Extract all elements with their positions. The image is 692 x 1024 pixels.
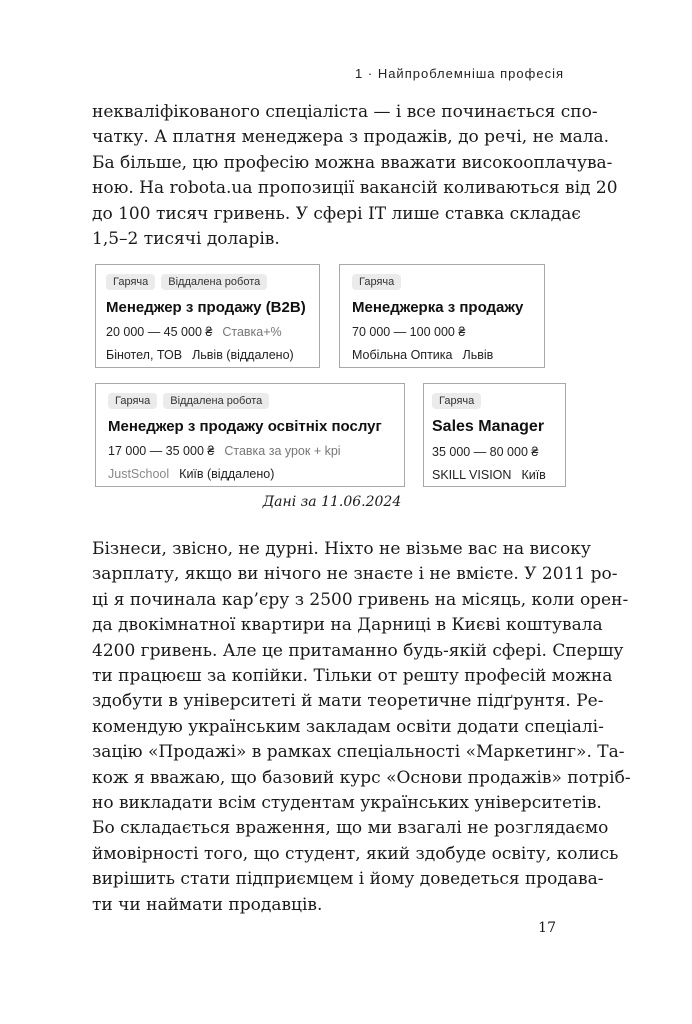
job-tags [108, 393, 392, 409]
text-line: 1,5–2 тисячі доларів. [92, 229, 280, 250]
job-title: Менеджер з продажу освітніх послуг [108, 418, 382, 435]
location: Київ [521, 468, 546, 482]
text-line: ці я починала кар’єру з 2500 гривень на місяць, коли орен- [92, 589, 629, 610]
text-line: зацію «Продажі» в рамках спеціальності «Маркетинг». Та- [92, 742, 625, 763]
location: Львів [462, 348, 494, 362]
company-row [106, 348, 309, 362]
hot-tag: Гаряча [108, 393, 157, 409]
figure-caption: Дані за 11.06.2024 [262, 494, 402, 510]
salary-row [432, 445, 557, 459]
remote-tag: Віддалена робота [163, 393, 269, 409]
company: Бінотел, ТОВ [106, 348, 183, 362]
salary: 35 000 — 80 000 ₴ [432, 445, 539, 459]
job-tags [106, 274, 309, 290]
paragraph-2 [92, 537, 631, 918]
text-line: вирішить стати підприємцем і йому доведеться продава- [92, 869, 604, 890]
text-line: зарплату, якщо ви нічого не знаєте і не вмієте. У 2011 ро- [92, 564, 618, 585]
job-card [339, 264, 545, 368]
job-title: Менеджер з продажу (B2B) [106, 299, 306, 316]
text-line: некваліфікованого спеціаліста — і все починається спо- [92, 102, 598, 122]
location: Київ (віддалено) [179, 467, 275, 481]
salary: 20 000 — 45 000 ₴ [106, 325, 213, 339]
job-card [95, 383, 405, 487]
text-line: ти працюєш за копійки. Тільки от решту професій можна [92, 666, 613, 687]
pay-terms: Ставка+% [222, 325, 282, 339]
job-tags [432, 393, 557, 409]
text-line: ймовірності того, що студент, який здобуде освіту, колись [92, 843, 619, 864]
text-line: 4200 гривень. Але це притаманно будь-якій сфері. Спершу [92, 640, 624, 661]
company: JustSchool [108, 467, 170, 481]
salary-row [352, 325, 532, 339]
text-line: да двокімнатної квартири на Дарниці в Києві коштувала [92, 615, 603, 636]
remote-tag: Віддалена робота [161, 274, 267, 290]
company-row [108, 467, 392, 481]
salary: 70 000 — 100 000 ₴ [352, 325, 466, 339]
hot-tag: Гаряча [432, 393, 481, 409]
job-tags [352, 274, 532, 290]
job-title: Менеджерка з продажу [352, 299, 524, 316]
job-card [95, 264, 320, 368]
salary: 17 000 — 35 000 ₴ [108, 444, 215, 458]
running-header: 1 · Найпроблемніша професія [355, 66, 564, 81]
text-line: здобути в університеті й мати теоретичне підґрунтя. Ре- [92, 691, 604, 712]
salary-row [106, 325, 309, 339]
text-line: ною. На robota.ua пропозиції вакансій коливаються від 20 [92, 178, 618, 199]
text-line: ти чи наймати продавців. [92, 894, 323, 915]
text-line: чатку. А платня менеджера з продажів, до речі, не мала. [92, 127, 610, 148]
company: Мобільна Оптика [352, 348, 453, 362]
text-line: Бізнеси, звісно, не дурні. Ніхто не візьме вас на високу [92, 539, 591, 559]
text-line: кож я вважаю, що базовий курс «Основи продажів» потріб- [92, 767, 631, 788]
text-line: Ба більше, цю професію можна вважати високооплачува- [92, 152, 613, 173]
text-line: Бо складається враження, що ми взагалі не розглядаємо [92, 818, 609, 839]
text-line: но викладати всім студентам українських університетів. [92, 793, 602, 814]
paragraph-1 [92, 100, 618, 252]
page-number: 17 [538, 920, 556, 936]
text-line: до 100 тисяч гривень. У сфері IT лише ставка складає [92, 203, 581, 224]
text-line: комендую українським закладам освіти додати спеціалі- [92, 716, 604, 737]
job-title: Sales Manager [432, 418, 545, 435]
salary-row [108, 444, 392, 458]
company: SKILL VISION [432, 468, 512, 482]
company-row [352, 348, 532, 362]
location: Львів (віддалено) [192, 348, 294, 362]
hot-tag: Гаряча [106, 274, 155, 290]
pay-terms: Ставка за урок + kpi [224, 444, 341, 458]
company-row [432, 468, 557, 482]
hot-tag: Гаряча [352, 274, 401, 290]
job-card [423, 383, 566, 487]
